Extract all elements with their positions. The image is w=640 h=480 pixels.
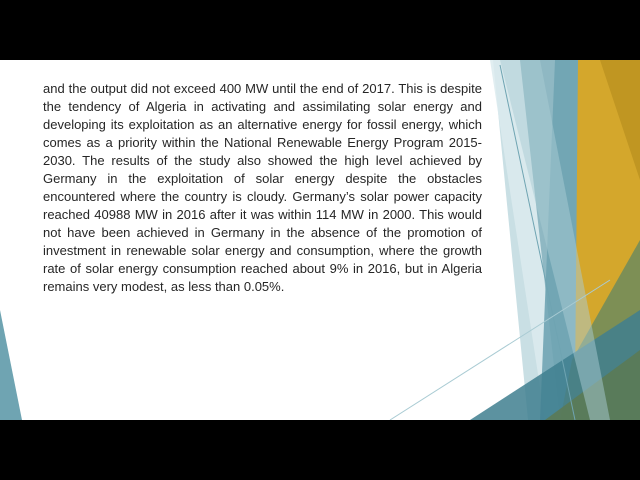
slide	[0, 60, 640, 420]
left-accent-triangle	[0, 310, 22, 420]
slide-body-text: and the output did not exceed 400 MW until the end of 2017. This is despite the tendency of Algeria in activating and assimilating solar energy and developing its exploitation as an alternative energy for fossil energy, which comes as a priority within the National Renewable Energy Program 2015-2030. The results of the study also showed the high level achieved by Germany in the exploitation of solar energy despite the obstacles encountered where the country is cloudy. Germany’s solar power capacity reached 40988 MW in 2016 after it was within 114 MW in 2000. This would not have been achieved in Germany in the absence of the promotion of investment in renewable solar energy and consumption, where the growth rate of solar energy consumption reached about 9% in 2016, but in Algeria remains very modest, as less than 0.05%.	[43, 81, 482, 294]
